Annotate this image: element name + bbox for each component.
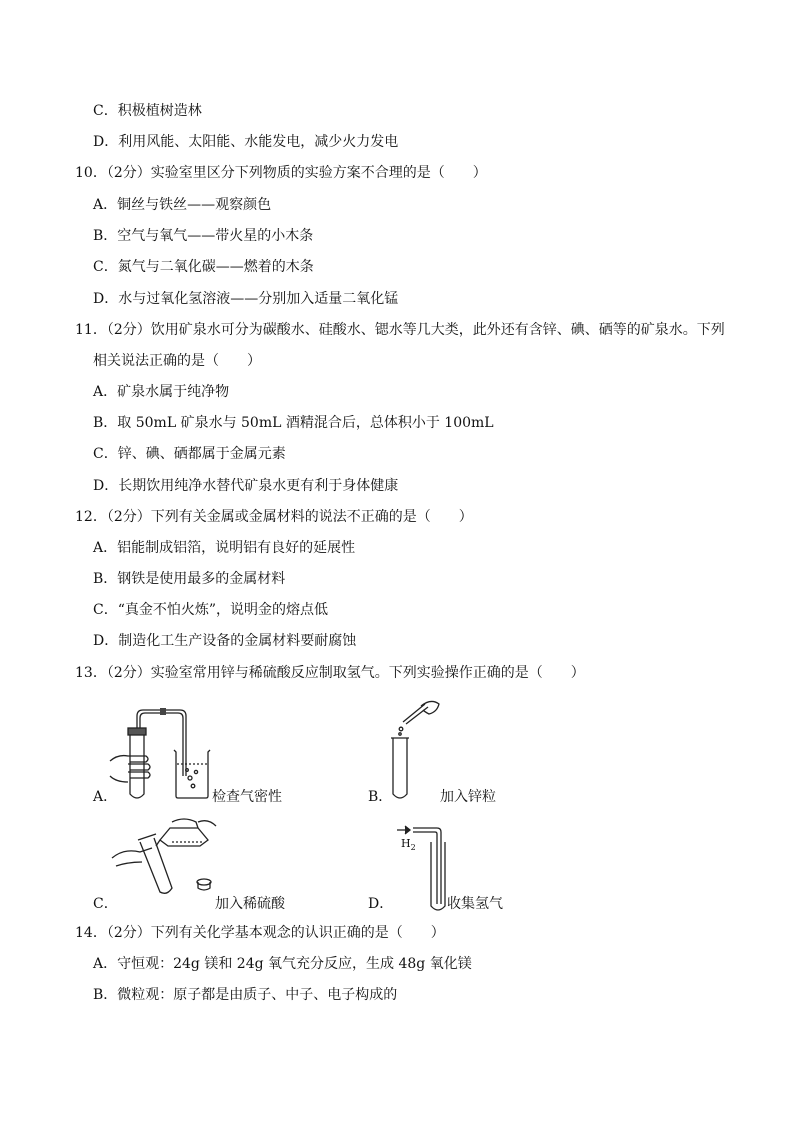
figure-c-caption: 加入稀硫酸 — [215, 896, 285, 912]
q11-option-a: A．矿泉水属于纯净物 — [93, 384, 230, 400]
figure-a-letter: A． — [93, 789, 118, 805]
figure-d-letter: D． — [368, 896, 394, 912]
question-11-continued: 相关说法正确的是（ ） — [93, 353, 261, 369]
adding-acid-illustration — [112, 818, 222, 898]
adding-zinc-illustration — [385, 698, 445, 804]
figure-c-letter: C． — [93, 896, 118, 912]
q11-option-d: D．长期饮用纯净水替代矿泉水更有利于身体健康 — [93, 478, 399, 494]
q11-option-b: B．取 50mL 矿泉水与 50mL 酒精混合后，总体积小于 100mL — [93, 415, 494, 431]
option-d-prev: D．利用风能、太阳能、水能发电，减少火力发电 — [93, 134, 399, 150]
question-11: 11．（2分）饮用矿泉水可分为碳酸水、硅酸水、锶水等几大类，此外还有含锌、碘、硒等的矿泉水。下列 — [75, 322, 725, 338]
question-12: 12．（2分）下列有关金属或金属材料的说法不正确的是（ ） — [75, 509, 473, 525]
collecting-hydrogen-illustration — [395, 822, 455, 914]
airtightness-check-illustration — [110, 706, 220, 804]
q10-option-b: B．空气与氧气——带火星的小木条 — [93, 228, 314, 244]
figure-d-caption: 收集氢气 — [447, 896, 503, 912]
q14-option-b: B．微粒观：原子都是由质子、中子、电子构成的 — [93, 987, 398, 1003]
h2-label: $H_2$ — [401, 837, 416, 853]
q12-option-d: D．制造化工生产设备的金属材料要耐腐蚀 — [93, 633, 357, 649]
question-14: 14．（2分）下列有关化学基本观念的认识正确的是（ ） — [75, 925, 445, 941]
q14-option-a: A．守恒观：24g 镁和 24g 氧气充分反应，生成 48g 氧化镁 — [93, 956, 472, 972]
q12-option-a: A．铝能制成铝箔，说明铝有良好的延展性 — [93, 540, 356, 556]
q12-option-b: B．钢铁是使用最多的金属材料 — [93, 571, 286, 587]
q10-option-c: C．氮气与二氧化碳——燃着的木条 — [93, 259, 314, 275]
question-10: 10．（2分）实验室里区分下列物质的实验方案不合理的是（ ） — [75, 165, 487, 181]
option-c-prev: C．积极植树造林 — [93, 103, 202, 119]
figure-b-letter: B． — [368, 789, 393, 805]
figure-b-caption: 加入锌粒 — [440, 789, 496, 805]
q10-option-a: A．铜丝与铁丝——观察颜色 — [93, 197, 272, 213]
question-13: 13．（2分）实验室常用锌与稀硫酸反应制取氢气。下列实验操作正确的是（ ） — [75, 665, 585, 681]
figure-a-caption: 检查气密性 — [212, 789, 282, 805]
q12-option-c: C．“真金不怕火炼”，说明金的熔点低 — [93, 602, 329, 618]
q10-option-d: D．水与过氧化氢溶液——分别加入适量二氧化锰 — [93, 291, 399, 307]
q11-option-c: C．锌、碘、硒都属于金属元素 — [93, 446, 286, 462]
